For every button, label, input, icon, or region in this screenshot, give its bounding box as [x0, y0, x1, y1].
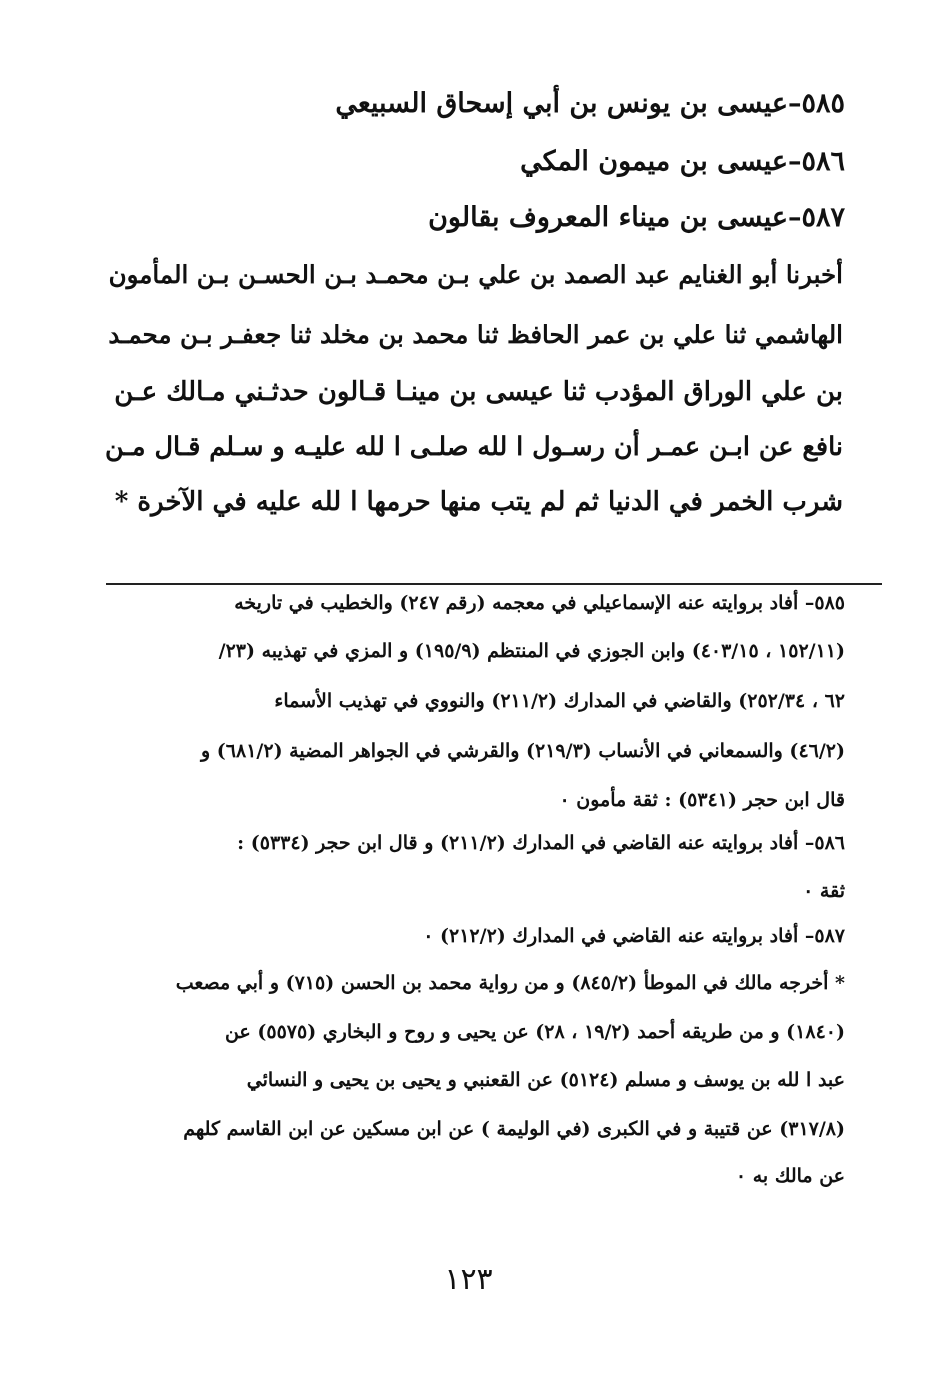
hadith-line-2: الهاشمي ثنا علي بن عمر الحافظ ثنا محمد بن مخلد ثنا جعفـر بـن محمـد — [108, 320, 843, 349]
footnote-586-line-1: ٥٨٦– أفاد بروايته عنه القاضي في المدارك (٢١١/٢) و قال ابن حجر (٥٣٣٤) : — [237, 832, 845, 854]
entry-heading-587: ٥٨٧–عيسى بن ميناء المعروف بقالون — [428, 202, 845, 233]
takhrij-line-2: (١٨٤٠) و من طريقه أحمد (١٩/٢ ، ٢٨) عن يحيى و روح و البخاري (٥٥٧٥) عن — [224, 1021, 845, 1043]
takhrij-line-5: عن مالك به ٠ — [735, 1165, 845, 1187]
hadith-line-4: نافع عن ابـن عمـر أن رسـول ا لله صلـى ا لله عليـه و سـلم قـال مـن — [105, 432, 843, 462]
footnote-586-line-2: ثقة ٠ — [803, 880, 845, 902]
hadith-line-3: بن علي الوراق المؤدب ثنا عيسى بن مينـا قـالون حدثـني مـالك عـن — [114, 377, 843, 407]
footnote-divider — [106, 583, 882, 585]
entry-heading-585: ٥٨٥–عيسى بن يونس بن أبي إسحاق السبيعي — [335, 88, 845, 119]
page-number: ١٢٣ — [444, 1262, 493, 1297]
hadith-line-1: أخبرنا أبو الغنايم عبد الصمد بن علي بـن محمـد بـن الحسـن بـن المأمون — [108, 260, 843, 289]
takhrij-line-3: عبد ا لله بن يوسف و مسلم (٥١٢٤) عن القعنبي و يحيى بن يحيى و النسائي — [246, 1069, 845, 1091]
hadith-line-5: شرب الخمر في الدنيا ثم لم يتب منها حرمها ا لله عليه في الآخرة * — [114, 487, 843, 517]
entry-heading-586: ٥٨٦–عيسى بن ميمون المكي — [520, 146, 845, 177]
footnote-585-line-3: ٦٢ ، ٢٥٢/٣٤) والقاضي في المدارك (٢١١/٢) والنووي في تهذيب الأسماء — [274, 690, 845, 712]
footnote-585-line-5: قال ابن حجر (٥٣٤١) : ثقة مأمون ٠ — [559, 789, 845, 811]
takhrij-line-4: (٣١٧/٨) عن قتيبة و في الكبرى (في الوليمة ) عن ابن مسكين عن ابن القاسم كلهم — [183, 1118, 845, 1140]
takhrij-line-1: * أخرجه مالك في الموطأ (٨٤٥/٢) و من رواية محمد بن الحسن (٧١٥) و أبي مصعب — [175, 972, 845, 994]
footnote-585-line-4: (٤٦/٢) والسمعاني في الأنساب (٢١٩/٣) والقرشي في الجواهر المضية (٦٨١/٢) و — [201, 740, 845, 762]
footnote-587-line-1: ٥٨٧– أفاد بروايته عنه القاضي في المدارك (٢١٢/٢) ٠ — [423, 925, 845, 947]
footnote-585-line-2: (١٥٢/١١ ، ٤٠٣/١٥) وابن الجوزي في المنتظم (١٩٥/٩) و المزي في تهذيبه (٢٣/ — [218, 640, 845, 662]
footnote-585-line-1: ٥٨٥– أفاد بروايته عنه الإسماعيلي في معجمه (رقم ٢٤٧) والخطيب في تاريخه — [234, 592, 845, 614]
